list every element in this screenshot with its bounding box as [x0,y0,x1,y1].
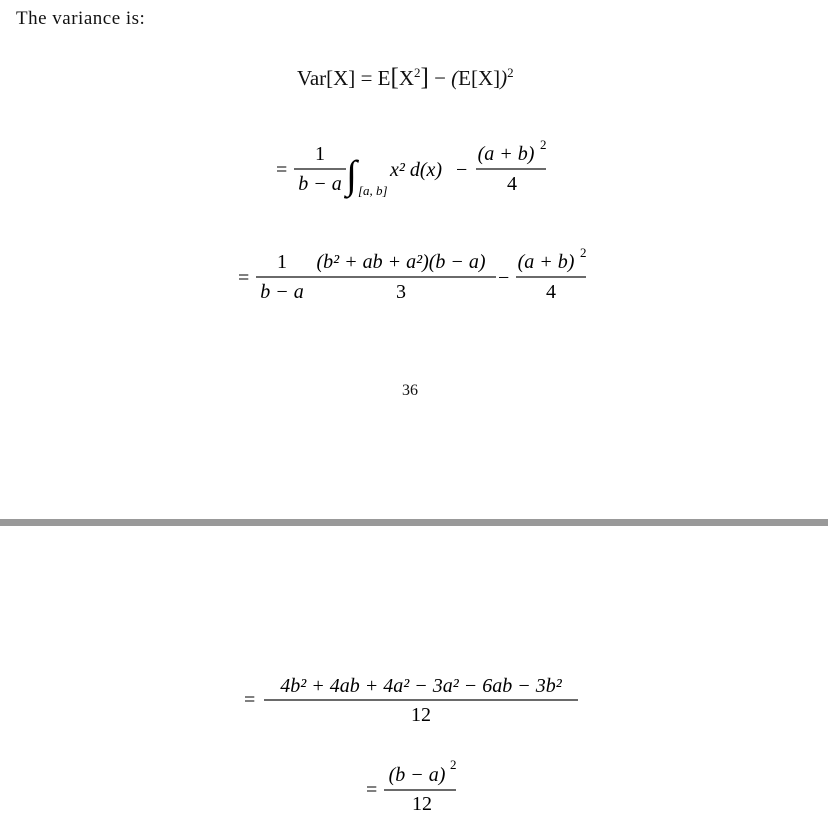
fraction-denominator: b − a [260,281,304,303]
result-numerator: (b − a) [388,764,446,786]
equation-integral [270,138,570,208]
fraction2-numerator: (a + b) [517,251,575,273]
exponent: 2 [413,65,421,80]
fraction2-denominator: 4 [507,173,517,195]
equals-sign: = [276,159,288,181]
open-paren: ( [451,66,459,90]
combined-numerator: 4b² + 4ab + 4a² − 3a² − 6ab − 3b² [280,675,562,697]
minus-sign: − [456,159,468,181]
expectation-x: E[X] [458,66,501,90]
integrand: x² d(x) [390,159,443,181]
fraction2-numerator: (a + b) [477,143,535,165]
close-paren: ) [500,66,508,90]
equals-sign: = [366,779,378,801]
exponent: 2 [507,65,514,80]
integral-sign: ∫ [346,152,357,197]
equation-variance-definition: $Var[X] = E[X^2] - (E[X])^2$ [297,64,514,91]
equals-sign: = [244,689,256,711]
minus-sign: − [434,66,446,90]
fraction2-denominator: 4 [546,281,556,303]
expectation-e: E [377,66,391,90]
var-x: Var[X] [297,66,356,90]
fraction-numerator: 1 [277,251,287,273]
equals-sign: = [360,66,373,90]
page-separator [0,519,828,526]
integral-subscript: [a, b] [358,183,388,198]
fraction-denominator: b − a [298,173,342,195]
fraction2-exponent: 2 [580,246,587,260]
fraction2-exponent: 2 [540,138,547,152]
equation-result [362,756,472,818]
result-exponent: 2 [450,757,457,772]
middle-denominator: 3 [396,281,406,303]
x-var: X [398,66,414,90]
page-number: 36 [402,382,418,399]
equation-expanded [234,246,604,308]
middle-numerator: (b² + ab + a²)(b − a) [316,251,486,273]
fraction-numerator: 1 [315,143,325,165]
combined-denominator: 12 [411,704,431,726]
equation-combined [240,668,585,730]
equals-sign: = [238,267,250,289]
minus-sign: − [498,267,510,289]
result-denominator: 12 [412,793,432,815]
intro-text: The variance is: [16,8,146,29]
